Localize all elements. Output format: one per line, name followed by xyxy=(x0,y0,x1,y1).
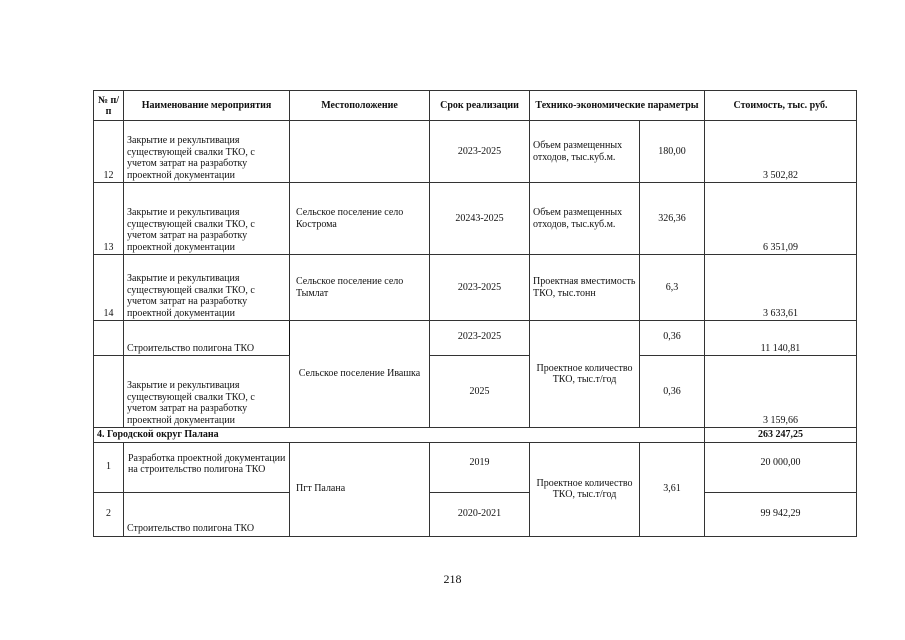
row-name: Закрытие и рекультивация существующей свалки ТКО, с учетом затрат на разработку проектной документации xyxy=(124,121,290,183)
table-row xyxy=(94,492,857,536)
row-cost: 11 140,81 xyxy=(705,321,857,356)
row-value: 0,36 xyxy=(640,356,705,428)
section-row xyxy=(94,428,857,443)
row-cost: 20 000,00 xyxy=(705,442,857,492)
col-header-name: Наименование мероприятия xyxy=(124,91,290,121)
row-number: 14 xyxy=(94,255,124,321)
row-cost: 3 633,61 xyxy=(705,255,857,321)
row-cost: 99 942,29 xyxy=(705,492,857,536)
row-param: Проектное количество ТКО, тыс.т/год xyxy=(530,442,640,536)
col-header-num: № п/п xyxy=(94,91,124,121)
row-param: Проектная вместимость ТКО, тыс.тонн xyxy=(530,255,640,321)
row-number: 2 xyxy=(94,492,124,536)
header-row xyxy=(94,91,857,121)
row-cost: 3 159,66 xyxy=(705,356,857,428)
page-number: 218 xyxy=(443,572,462,586)
row-name: Строительство полигона ТКО xyxy=(124,492,290,536)
row-name: Закрытие и рекультивация существующей свалки ТКО, с учетом затрат на разработку проектной документации xyxy=(124,183,290,255)
row-value: 326,36 xyxy=(640,183,705,255)
row-location: Сельское поселение село Кострома xyxy=(290,183,430,255)
row-value: 6,3 xyxy=(640,255,705,321)
row-period: 2023-2025 xyxy=(430,255,530,321)
row-value: 0,36 xyxy=(640,321,705,356)
table-row xyxy=(94,121,857,183)
row-param: Объем размещенных отходов, тыс.куб.м. xyxy=(530,121,640,183)
section-total: 263 247,25 xyxy=(705,428,857,443)
row-name: Строительство полигона ТКО xyxy=(124,321,290,356)
row-location: Пгт Палана xyxy=(290,442,430,536)
table-row xyxy=(94,442,857,492)
row-number: 12 xyxy=(94,121,124,183)
col-header-location: Местоположение xyxy=(290,91,430,121)
row-value: 3,61 xyxy=(640,442,705,536)
row-location: Сельское поселение село Тымлат xyxy=(290,255,430,321)
table-row xyxy=(94,183,857,255)
row-number xyxy=(94,356,124,428)
row-period: 2019 xyxy=(430,442,530,492)
row-number: 1 xyxy=(94,442,124,492)
col-header-cost: Стоимость, тыс. руб. xyxy=(705,91,857,121)
table-row xyxy=(94,255,857,321)
table-row xyxy=(94,321,857,356)
row-value: 180,00 xyxy=(640,121,705,183)
row-cost: 3 502,82 xyxy=(705,121,857,183)
row-cost: 6 351,09 xyxy=(705,183,857,255)
row-param: Объем размещенных отходов, тыс.куб.м. xyxy=(530,183,640,255)
row-number: 13 xyxy=(94,183,124,255)
section-title: 4. Городской округ Палана xyxy=(94,428,705,443)
row-period: 2020-2021 xyxy=(430,492,530,536)
row-name: Разработка проектной документации на строительство полигона ТКО xyxy=(124,442,290,492)
col-header-params: Технико-экономические параметры xyxy=(530,91,705,121)
row-location xyxy=(290,121,430,183)
row-name: Закрытие и рекультивация существующей свалки ТКО, с учетом затрат на разработку проектной документации xyxy=(124,255,290,321)
row-period: 2025 xyxy=(430,356,530,428)
row-period: 2023-2025 xyxy=(430,321,530,356)
table-row xyxy=(94,356,857,428)
row-period: 20243-2025 xyxy=(430,183,530,255)
col-header-period: Срок реализации xyxy=(430,91,530,121)
row-location: Сельское поселение Ивашка xyxy=(290,321,430,428)
row-period: 2023-2025 xyxy=(430,121,530,183)
budget-table xyxy=(93,90,857,537)
row-param: Проектное количество ТКО, тыс.т/год xyxy=(530,321,640,428)
row-name: Закрытие и рекультивация существующей свалки ТКО, с учетом затрат на разработку проектной документации xyxy=(124,356,290,428)
row-number xyxy=(94,321,124,356)
